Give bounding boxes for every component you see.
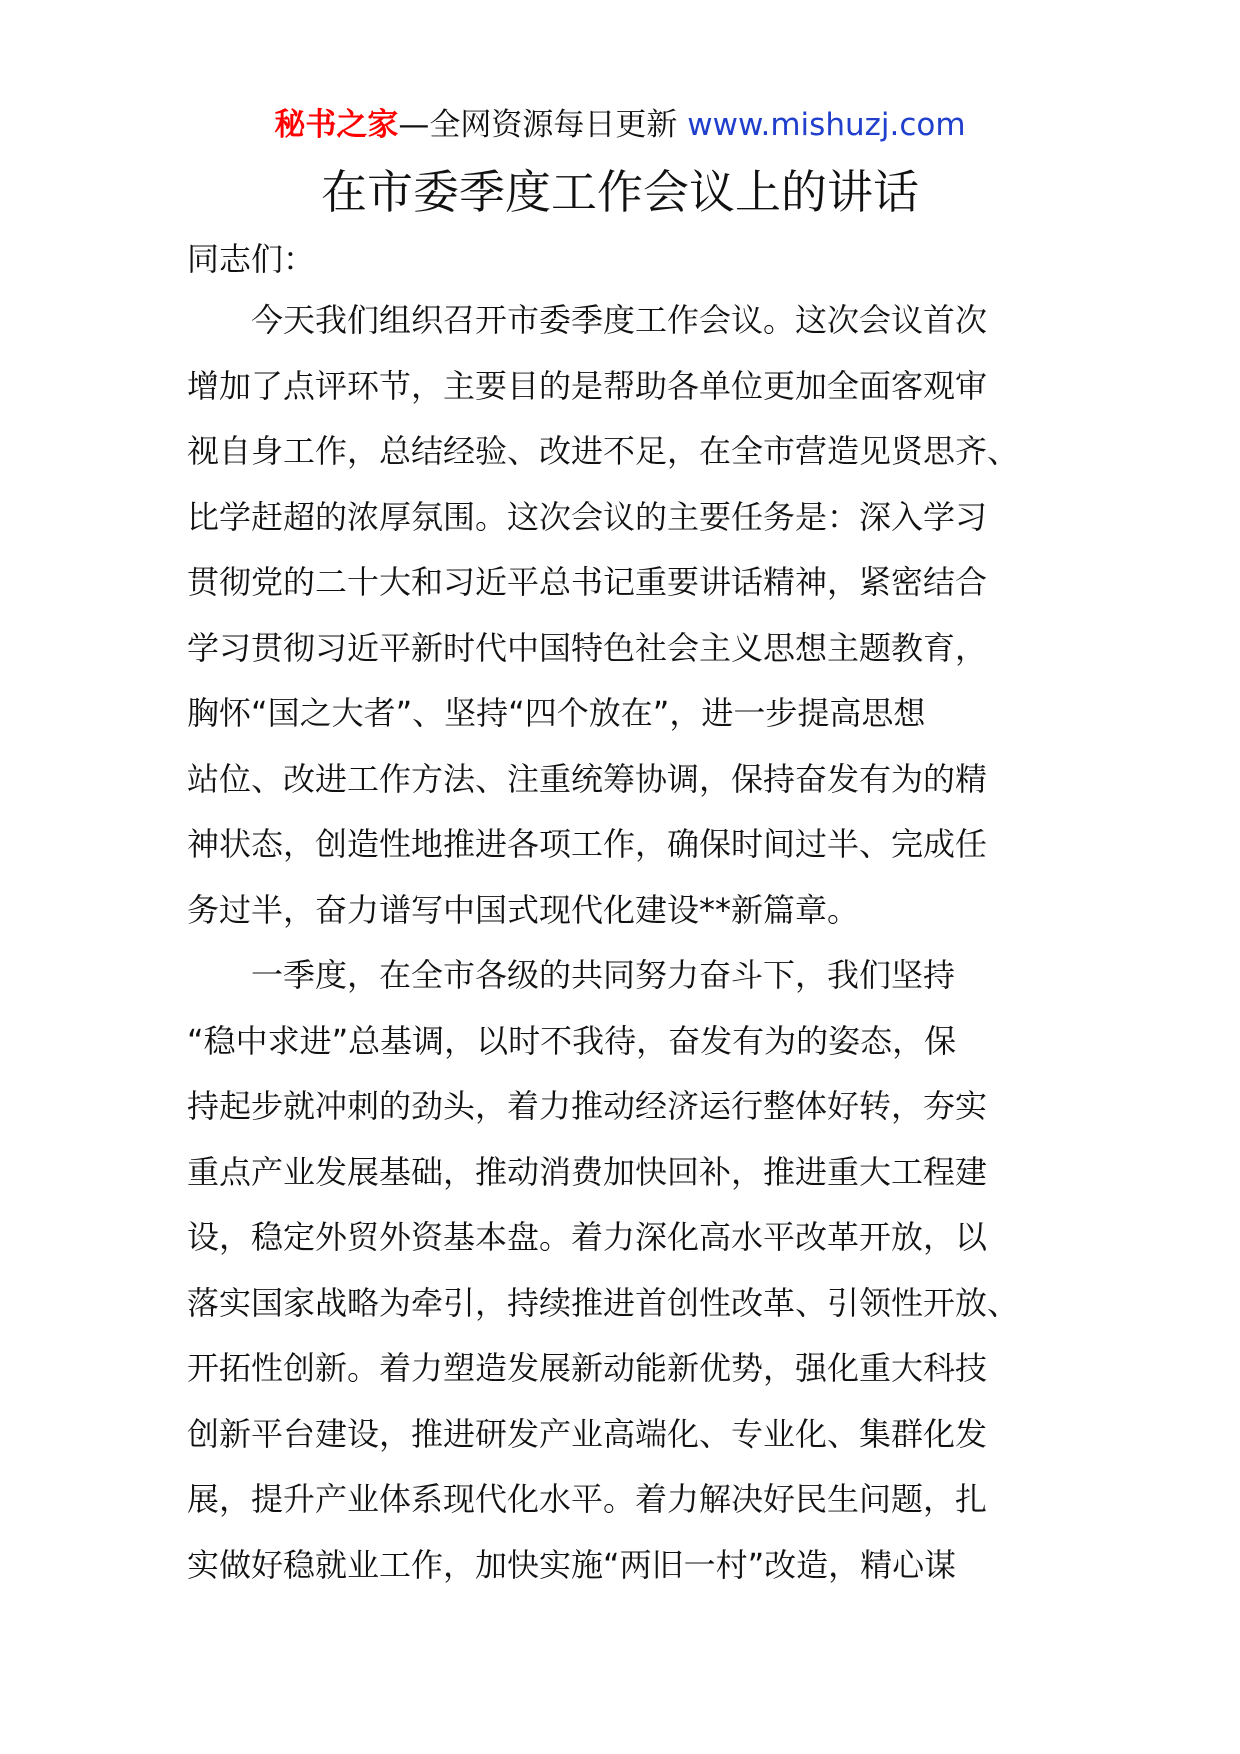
document-body: [187, 230, 1057, 1598]
brand-name: 秘书之家: [274, 107, 399, 143]
paragraph-line: 实做好稳就业工作，加快实施“两旧一村”改造，精心谋: [187, 1545, 957, 1584]
paragraph-line: 创新平台建设，推进研发产业高端化、专业化、集群化发: [187, 1414, 988, 1453]
paragraph-line: “稳中求进”总基调，以时不我待，奋发有为的姿态，保: [187, 1021, 957, 1060]
paragraph-line: 务过半，奋力谱写中国式现代化建设**新篇章。: [187, 890, 860, 929]
paragraph-line: 设，稳定外贸外资基本盘。着力深化高水平改革开放，以: [187, 1218, 988, 1256]
paragraph-line: 展，提升产业体系现代化水平。着力解决好民生问题，扎: [187, 1480, 988, 1518]
paragraph-line: 增加了点评环节，主要目的是帮助各单位更加全面客观审: [187, 366, 988, 405]
paragraph-line: 神状态，创造性地推进各项工作，确保时间过半、完成任: [187, 825, 988, 863]
paragraph-line: 今天我们组织召开市委季度工作会议。这次会议首次: [251, 301, 988, 339]
paragraph-line: 学习贯彻习近平新时代中国特色社会主义思想主题教育，: [187, 628, 988, 667]
paragraph-1: [187, 288, 1057, 943]
paragraph-line: 重点产业发展基础，推动消费加快回补，推进重大工程建: [187, 1152, 988, 1191]
paragraph-2: [187, 943, 1057, 1598]
paragraph-line: 贯彻党的二十大和习近平总书记重要讲话精神，紧密结合: [187, 563, 988, 601]
site-url-link[interactable]: www.mishuzj.com: [687, 107, 966, 143]
paragraph-line: 开拓性创新。着力塑造发展新动能新优势，强化重大科技: [187, 1349, 988, 1387]
header-tagline: —全网资源每日更新: [398, 107, 678, 143]
salutation: 同志们：: [187, 240, 316, 278]
document-title: 在市委季度工作会议上的讲话: [321, 165, 919, 219]
paragraph-line: 比学赶超的浓厚氛围。这次会议的主要任务是：深入学习: [187, 497, 988, 536]
paragraph-line: 视自身工作，总结经验、改进不足，在全市营造见贤思齐、: [187, 432, 1020, 470]
header-banner: [0, 102, 1240, 148]
paragraph-line: 落实国家战略为牵引，持续推进首创性改革、引领性开放、: [187, 1283, 1020, 1322]
paragraph-line: 胸怀“国之大者”、坚持“四个放在”，进一步提高思想: [187, 694, 926, 732]
paragraph-line: 一季度，在全市各级的共同努力奋斗下，我们坚持: [251, 956, 956, 994]
paragraph-line: 站位、改进工作方法、注重统筹协调，保持奋发有为的精: [187, 759, 988, 798]
paragraph-line: 持起步就冲刺的劲头，着力推动经济运行整体好转，夯实: [187, 1087, 988, 1125]
